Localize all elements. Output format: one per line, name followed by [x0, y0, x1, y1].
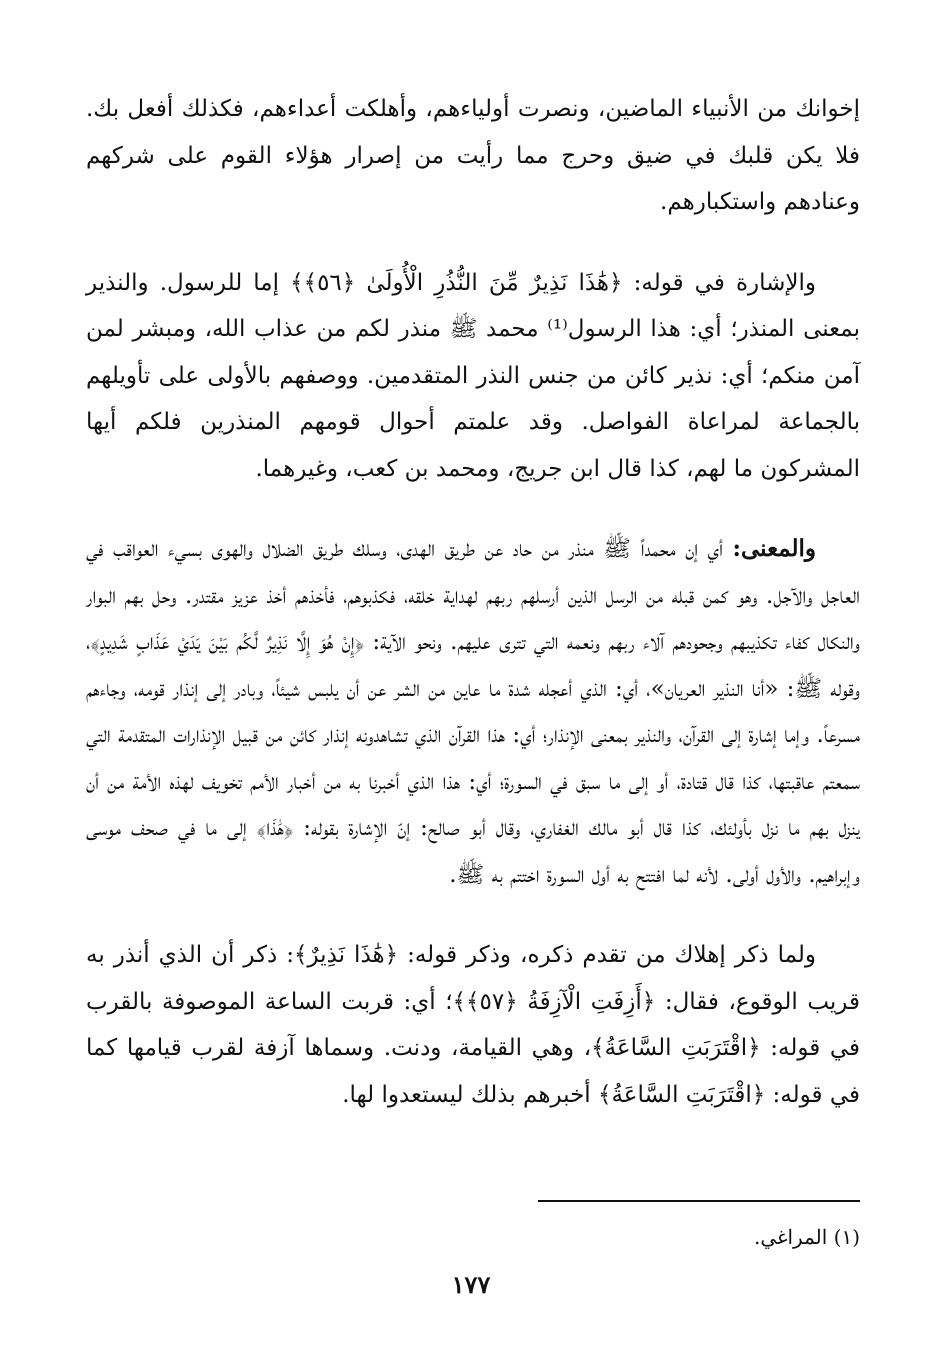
paragraph-2: [86, 260, 860, 493]
page-number: ١٧٧: [451, 1270, 491, 1299]
paragraph-3-lead: والمعنى:: [732, 535, 816, 562]
paragraph-2-text: والإشارة في قوله: ﴿هَٰذَا نَذِيرٌ مِّنَ النُّذُرِ الْأُولَىٰ ﴿٥٦﴾﴾ إما للرسول. والنذير بمعنى المنذر؛ أي: هذا الرسول⁽¹⁾ محمد ﷺ منذر لكم من عذاب الله، ومبشر لمن آمن منكم؛ أي: نذير كائن من جنس النذر المتقدمين. ووصفهم بالأولى على تأويلهم بالجماعة لمراعاة الفواصل. وقد علمتم أحوال قومهم المنذرين فلكم أيها المشركون ما لهم، كذا قال ابن جريج، ومحمد بن كعب، وغيرهما.: [86, 269, 860, 482]
paragraph-1: [86, 86, 860, 226]
paragraph-4: [86, 932, 860, 1118]
page-body: [86, 86, 860, 1152]
paragraph-4-text: ولما ذكر إهلاك من تقدم ذكره، وذكر قوله: ﴿هَٰذَا نَذِيرٌ﴾: ذكر أن الذي أنذر به قريب الوقوع، فقال: ﴿أَزِفَتِ الْآزِفَةُ ﴿٥٧﴾﴾؛ أي: قربت الساعة الموصوفة بالقرب في قوله: ﴿اقْتَرَبَتِ السَّاعَةُ﴾، وهي القيامة، ودنت. وسماها آزفة لقرب قيامها كما في قوله: ﴿اقْتَرَبَتِ السَّاعَةُ﴾ أخبرهم بذلك ليستعدوا لها.: [86, 942, 860, 1108]
paragraph-3: [86, 526, 860, 898]
paragraph-1-text: إخوانك من الأنبياء الماضين، ونصرت أولياءهم، وأهلكت أعداءهم، فكذلك أفعل بك. فلا يكن قلبك في ضيق وحرج مما رأيت من إصرار هؤلاء القوم على شركهم وعنادهم واستكبارهم.: [86, 96, 860, 215]
footnote: (١) المراغي.: [753, 1225, 860, 1249]
footnote-divider: [538, 1200, 860, 1202]
paragraph-3-text: أي إن محمداً ﷺ منذر من حاد عن طريق الهدى، وسلك طريق الضلال والهوى بسيء العواقب في العاجل والآجل. وهو كمن قبله من الرسل الذين أرسلهم ربهم لهداية خلقه، فكذبوهم، فأخذهم أخذ عزيز مقتدر. وحل بهم البوار والنكال كفاء تكذيبهم وجحودهم آلاء ربهم ونعمه التي تترى عليهم. ونحو الآية: ﴿إِنْ هُوَ إِلَّا نَذِيرٌ لَّكُم بَيْنَ يَدَيْ عَذَابٍ شَدِيدٍ﴾، وقوله ﷺ: «أنا النذير العريان»، أي: الذي أعجله شدة ما عاين من الشر عن أن يلبس شيئاً، وبادر إلى إنذار قومه، وجاءهم مسرعاً. وإما إشارة إلى القرآن، والنذير بمعنى الإنذار؛ أي: هذا القرآن الذي تشاهدونه إنذار كائن من قبيل الإنذارات المتقدمة التي سمعتم عاقبتها، كذا قال قتادة، أو إلى ما سبق في السورة؛ أي: هذا الذي أخبرنا به من أخبار الأمم تخويف لهذه الأمة من أن ينزل بهم ما نزل بأولئك، كذا قال أبو مالك الغفاري، وقال أبو صالح: إنّ الإشارة بقوله: ﴿هَٰذَا﴾ إلى ما في صحف موسى وإبراهيم. والأول أولى. لأنه لما افتتح به أول السورة اختتم به ﷺ.: [86, 536, 860, 888]
